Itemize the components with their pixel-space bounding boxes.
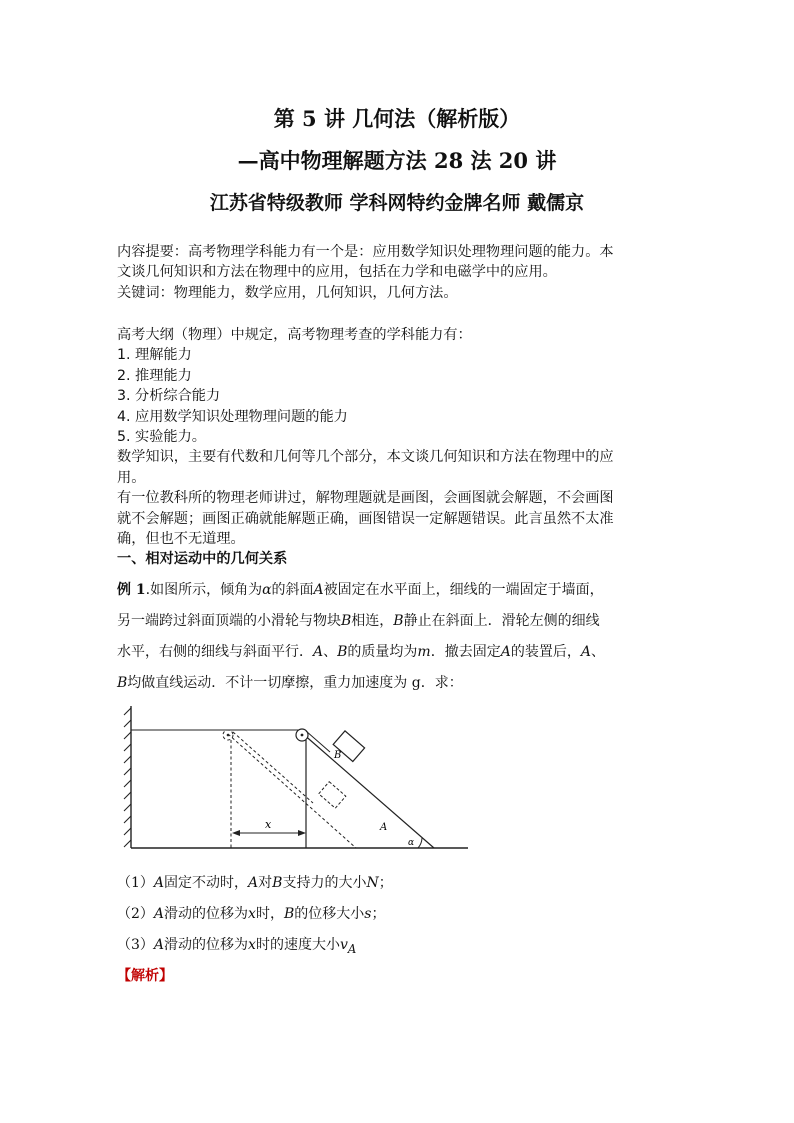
question-1: （1）A固定不动时，A对B支持力的大小N；: [117, 875, 393, 891]
pulley-axle-icon: [301, 734, 304, 737]
question-3: （3）A滑动的位移为x时的速度大小$v_A$: [117, 937, 357, 956]
question-2: （2）A滑动的位移为x时，B的位移大小s；: [117, 906, 386, 922]
example-label: 例 1: [117, 582, 146, 598]
list-item: 3. 分析综合能力: [117, 388, 221, 405]
example-block: [117, 575, 682, 699]
paragraph-line: 数学知识，主要有代数和几何等几个部分，本文谈几何知识和方法在物理中的应: [117, 449, 614, 466]
paragraph-line: 有一位教科所的物理老师讲过，解物理题就是画图，会画图就会解题，不会画图: [117, 490, 614, 507]
paragraph-line: 用。: [117, 469, 146, 486]
series-subtitle: —高中物理解题方法 28 法 20 讲: [237, 148, 557, 173]
displaced-block-dashed: [319, 782, 346, 809]
analysis-label: 【解析】: [117, 968, 173, 984]
lecture-title: 第 5 讲 几何法（解析版）: [273, 106, 521, 131]
paragraph-line: 就不会解题；画图正确就能解题正确，画图错误一定解题错误。此言虽然不太准: [117, 510, 614, 527]
author-line: 江苏省特级教师 学科网特约金牌名师 戴儒京: [209, 192, 585, 214]
example-line: 例 1.如图所示，倾角为α的斜面A被固定在水平面上，细线的一端固定于墙面，: [117, 582, 604, 598]
list-item: 2. 推理能力: [117, 367, 192, 384]
example-line: B均做直线运动．不计一切摩擦，重力加速度为 g．求：: [117, 675, 463, 691]
syllabus-block: [117, 325, 682, 570]
pulley-axle-dashed-icon: [227, 734, 230, 737]
list-item: 1. 理解能力: [117, 347, 192, 364]
list-item: 5. 实验能力。: [117, 429, 206, 446]
arrow-right-icon: [298, 830, 306, 836]
parallel-string: [306, 731, 330, 752]
example-line: 另一端跨过斜面顶端的小滑轮与物块B相连，B静止在斜面上．滑轮左侧的细线: [117, 613, 600, 629]
angle-arc: [418, 838, 422, 848]
keywords-line: 关键词：物理能力，数学应用，几何知识，几何方法。: [117, 284, 458, 301]
summary-line: 文谈几何知识和方法在物理中的应用，包括在力学和电磁学中的应用。: [117, 264, 557, 281]
incline-pulley-figure: [118, 700, 474, 856]
label-alpha: α: [408, 838, 415, 848]
list-item: 4. 应用数学知识处理物理问题的能力: [117, 408, 348, 425]
syllabus-lead: 高考大纲（物理）中规定，高考物理考查的学科能力有：: [117, 327, 472, 343]
arrow-left-icon: [232, 830, 240, 836]
wall-hatching: [124, 708, 131, 847]
summary-line: 内容提要：高考物理学科能力有一个是：应用数学知识处理物理问题的能力。本: [117, 244, 614, 260]
label-x: x: [265, 818, 272, 831]
section-heading: 一、相对运动中的几何关系: [117, 551, 288, 568]
paragraph-line: 确，但也不无道理。: [117, 531, 245, 548]
intro-block: [117, 242, 682, 303]
label-b: B: [334, 750, 342, 761]
label-a: A: [380, 822, 388, 833]
example-line: 水平，右侧的细线与斜面平行．A、B的质量均为m．撤去固定A的装置后，A、: [117, 644, 605, 660]
